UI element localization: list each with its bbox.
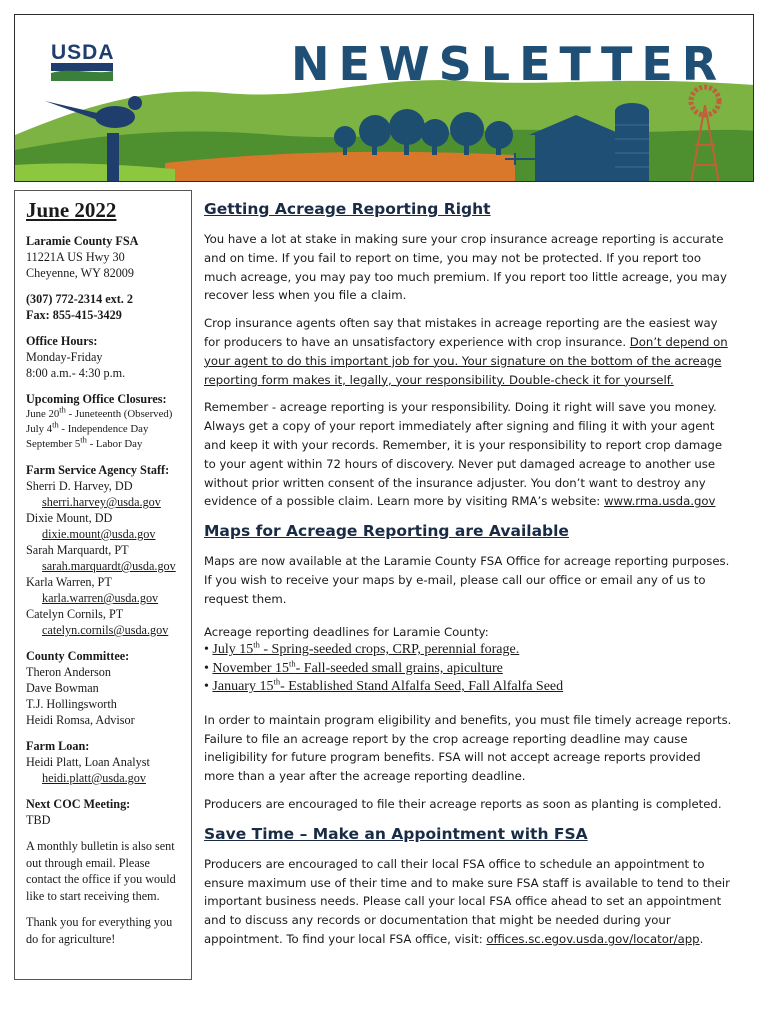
office-address — [26, 233, 181, 281]
deadline-list — [204, 641, 734, 697]
newsletter-banner — [14, 14, 754, 182]
appointment-paragraph: Producers are encouraged to call their local FSA office to schedule an appointment to ensure maximum use of their time and to make sure FSA staff is available to tend to their important business needs. Please call your local FSA office ahead to set an appointment and to discuss any records or documentation that might be needed during your appointment. To find your local FSA office, visit: offices.sc.egov.usda.gov/locator/app. — [204, 856, 730, 947]
section-heading-appointment: Save Time – Make an Appointment with FSA — [204, 824, 588, 843]
acreage-responsibility-underlined: Don’t depend on your agent to do this important job for you. Your signature on the bottom of the acreage reporting form makes it, legally, your responsibility. Double-check it for yourself. — [204, 334, 728, 387]
maps-paragraph-2: In order to maintain program eligibility and benefits, you must file timely acreage reports. Failure to file an acreage report by the crop acreage reporting deadline may cause ineligibility for future program benefits. FSA will not accept acreage reports provided more than a year after the acreage reporting deadline. — [204, 712, 732, 784]
office-address-line1: 11221A US Hwy 30 — [26, 250, 125, 264]
office-contact — [26, 291, 181, 323]
county-committee — [26, 648, 181, 728]
staff-label: Farm Service Agency Staff: — [26, 463, 170, 477]
office-fax: Fax: 855-415-3429 — [26, 308, 122, 322]
staff-name: Catelyn Cornils, PT — [26, 607, 124, 621]
office-locator-link[interactable]: offices.sc.egov.usda.gov/locator/app — [486, 932, 700, 947]
coc-meeting — [26, 796, 181, 828]
office-phone: (307) 772-2314 ext. 2 — [26, 292, 133, 306]
section-heading-maps: Maps for Acreage Reporting are Available — [204, 522, 569, 541]
section-heading-acreage-reporting: Getting Acreage Reporting Right — [204, 200, 491, 218]
committee-member: Theron Anderson — [26, 665, 111, 679]
usda-logo-text: USDA — [51, 41, 115, 64]
coc-meeting-label: Next COC Meeting: — [26, 797, 131, 811]
office-closures-label: Upcoming Office Closures: — [26, 392, 167, 406]
office-hours-days: Monday-Friday — [26, 350, 103, 364]
office-closures — [26, 391, 181, 452]
committee-member: Dave Bowman — [26, 681, 99, 695]
deadline-item: • July 15th - Spring-seeded crops, CRP, perennial forage. — [204, 639, 520, 658]
maps-paragraph-1: Maps are now available at the Laramie County FSA Office for acreage reporting purposes. If you wish to receive your maps by e-mail, please call our office or email any of us to request them. — [204, 554, 730, 606]
staff-email-link[interactable]: dixie.mount@usda.gov — [42, 527, 156, 541]
staff-email-link[interactable]: sarah.marquardt@usda.gov — [42, 559, 176, 573]
office-address-line2: Cheyenne, WY 82009 — [26, 266, 134, 280]
closure-item: July 4th - Independence Day — [26, 419, 149, 435]
usda-logo — [51, 41, 113, 85]
farm-loan-email-link[interactable]: heidi.platt@usda.gov — [42, 771, 146, 785]
committee-label: County Committee: — [26, 649, 130, 663]
closure-item: June 20th - Juneteenth (Observed) — [26, 404, 173, 420]
staff-name: Sherri D. Harvey, DD — [26, 479, 133, 493]
thanks-note: Thank you for everything you do for agriculture! — [26, 915, 173, 946]
maps-paragraph-3: Producers are encouraged to file their acreage reports as soon as planting is completed. — [204, 797, 722, 812]
bulletin-note: A monthly bulletin is also sent out through email. Please contact the office if you would like to start receiving them. — [26, 839, 176, 903]
farm-loan — [26, 738, 181, 786]
staff-name: Dixie Mount, DD — [26, 511, 113, 525]
committee-member: Heidi Romsa, Advisor — [26, 713, 135, 727]
deadline-item: • January 15th- Established Stand Alfalfa Seed, Fall Alfalfa Seed — [204, 676, 564, 695]
committee-member: T.J. Hollingsworth — [26, 697, 117, 711]
rma-website-link[interactable]: www.rma.usda.gov — [603, 494, 716, 509]
acreage-paragraph-3: Remember - acreage reporting is your responsibility. Doing it right will save you money. Always get a copy of your report immediately after signing and filing it with your agent and keep it with your records. Remember, it is your responsibility to report crop damage to your agent within 72 hours of discovery. Never put damaged acreage to another use without prior written consent of the insurance adjuster. You don’t want to destroy any evidence of a possible claim. Learn more by visiting RMA’s website: www.rma.usda.gov — [204, 400, 723, 509]
farm-loan-label: Farm Loan: — [26, 739, 90, 753]
staff-email-link[interactable]: catelyn.cornils@usda.gov — [42, 623, 169, 637]
staff-name: Karla Warren, PT — [26, 575, 112, 589]
main-content — [204, 198, 734, 958]
newsletter-title: NEWSLETTER — [291, 37, 727, 91]
office-hours — [26, 333, 181, 381]
staff-directory — [26, 462, 181, 638]
acreage-paragraph-1: You have a lot at stake in making sure your crop insurance acreage reporting is accurate and on time. If you fail to report on time, you may not be protected. If you report too much acreage, you may pay too much premium. If you report too little acreage, you may recover less when you file a claim. — [204, 232, 727, 303]
coc-meeting-value: TBD — [26, 813, 51, 827]
staff-email-link[interactable]: sherri.harvey@usda.gov — [42, 495, 161, 509]
issue-date: June 2022 — [26, 198, 117, 222]
staff-name: Sarah Marquardt, PT — [26, 543, 129, 557]
closure-item: September 5th - Labor Day — [26, 434, 143, 450]
office-hours-time: 8:00 a.m.- 4:30 p.m. — [26, 366, 126, 380]
farm-loan-name: Heidi Platt, Loan Analyst — [26, 755, 150, 769]
deadlines-intro: Acreage reporting deadlines for Laramie County: — [204, 624, 489, 639]
office-hours-label: Office Hours: — [26, 334, 98, 348]
sidebar — [14, 190, 192, 980]
deadline-item: • November 15th- Fall-seeded small grains, apiculture — [204, 658, 503, 676]
staff-email-link[interactable]: karla.warren@usda.gov — [42, 591, 159, 605]
office-name: Laramie County FSA — [26, 234, 139, 248]
acreage-paragraph-2: Crop insurance agents often say that mistakes in acreage reporting are the easiest way for producers to have an unsatisfactory experience with crop insurance. Don’t depend on your agent to do this important job for you. Your signature on the bottom of the acreage reporting form makes it, legally, your responsibility. Double-check it for yourself. — [204, 316, 728, 387]
